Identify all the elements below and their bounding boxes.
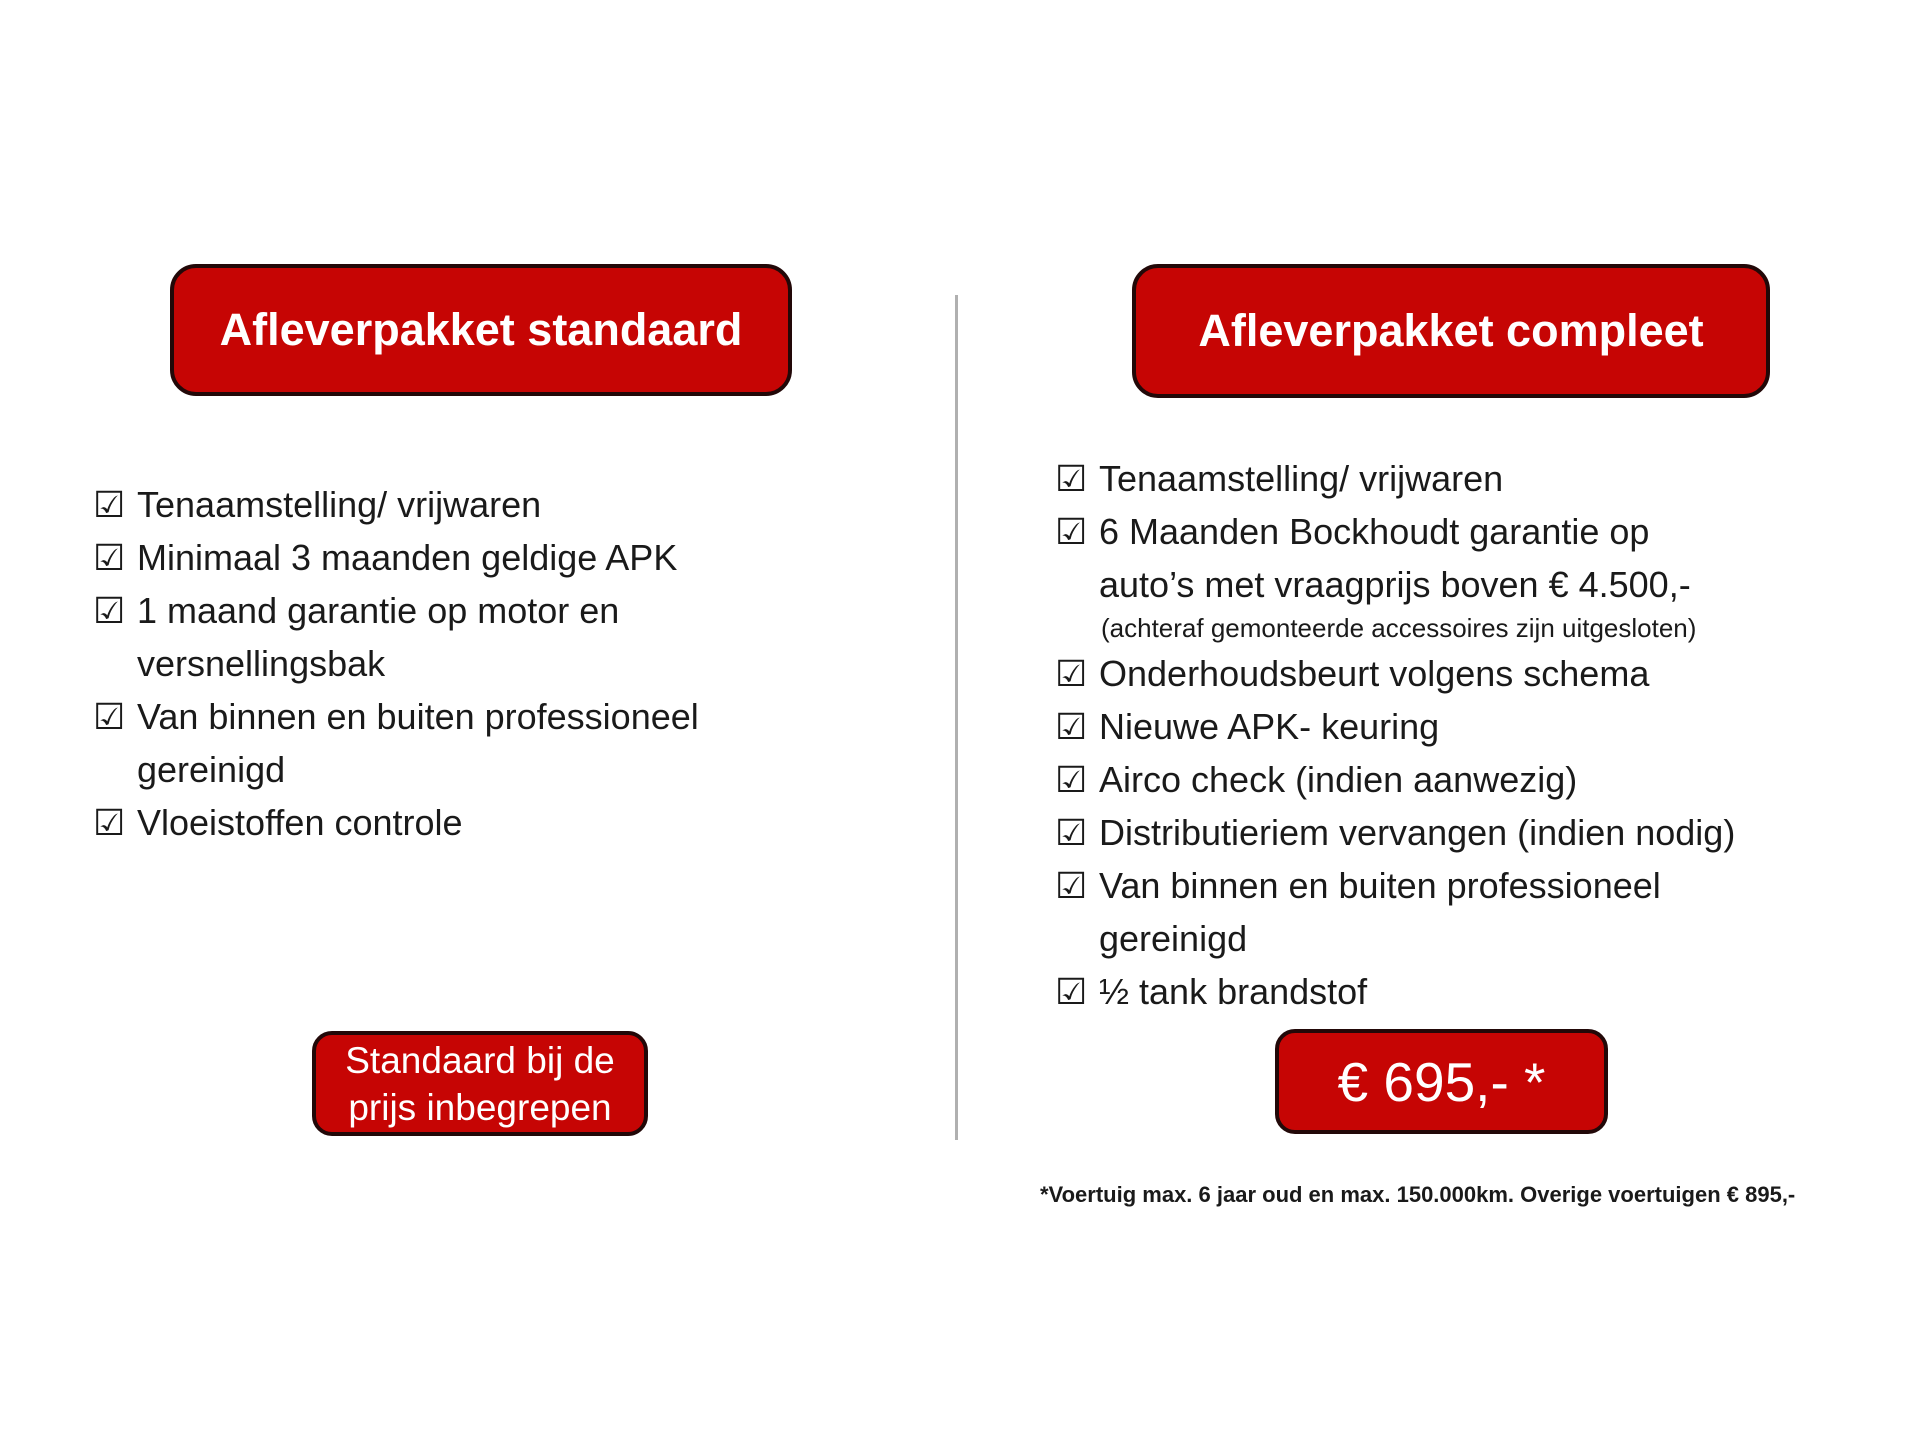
checklist-item-label: Van binnen en buiten professioneel: [1099, 865, 1661, 906]
checked-checkbox-icon: ☑: [93, 484, 126, 525]
checklist-item-label: Airco check (indien aanwezig): [1099, 759, 1578, 800]
checklist-item-note: (achteraf gemonteerde accessoires zijn uitgesloten): [1101, 613, 1697, 643]
checklist-item-label: Vloeistoffen controle: [137, 802, 463, 843]
checklist-item-line: [93, 796, 893, 849]
checklist-item-line: [1055, 505, 1885, 558]
included-badge-line-2: prijs inbegrepen: [348, 1086, 612, 1128]
checked-checkbox-icon: ☑: [1055, 812, 1088, 853]
checked-checkbox-icon: ☑: [1055, 865, 1088, 906]
checklist-item-line: [1055, 859, 1885, 912]
checklist-item-line: [93, 743, 893, 796]
complete-package-header: Afleverpakket compleet: [1132, 264, 1770, 398]
checked-checkbox-icon: ☑: [1055, 706, 1088, 747]
checklist-item-label: 6 Maanden Bockhoudt garantie op: [1099, 511, 1650, 552]
checklist-item-label: Minimaal 3 maanden geldige APK: [137, 537, 678, 578]
checklist-item-label: auto’s met vraagprijs boven € 4.500,-: [1099, 564, 1691, 605]
checked-checkbox-icon: ☑: [1055, 759, 1088, 800]
checklist-item-label: Tenaamstelling/ vrijwaren: [137, 484, 542, 525]
checked-checkbox-icon: ☑: [93, 537, 126, 578]
checklist-item-label: Onderhoudsbeurt volgens schema: [1099, 653, 1650, 694]
checklist-item-line: [93, 584, 893, 637]
included-in-price-badge: [312, 1031, 648, 1136]
standard-package-header: Afleverpakket standaard: [170, 264, 792, 396]
column-divider: [955, 295, 958, 1140]
checklist-item-label: ½ tank brandstof: [1099, 971, 1368, 1012]
checklist-item-line: [1055, 700, 1885, 753]
checklist-item-label: Van binnen en buiten professioneel: [137, 696, 699, 737]
checked-checkbox-icon: ☑: [1055, 511, 1088, 552]
checked-checkbox-icon: ☑: [1055, 971, 1088, 1012]
checked-checkbox-icon: ☑: [1055, 458, 1088, 499]
checklist-item-line: [1055, 753, 1885, 806]
checked-checkbox-icon: ☑: [93, 590, 126, 631]
checklist-item-label: 1 maand garantie op motor en: [137, 590, 620, 631]
standard-package-list: [93, 478, 893, 849]
checked-checkbox-icon: ☑: [1055, 653, 1088, 694]
checklist-item-label: gereinigd: [137, 749, 286, 790]
checklist-item-line: [1055, 452, 1885, 505]
checked-checkbox-icon: ☑: [93, 696, 126, 737]
checked-checkbox-icon: ☑: [93, 802, 126, 843]
checklist-item-line: [93, 478, 893, 531]
checklist-item-label: versnellingsbak: [137, 643, 386, 684]
price-badge: € 695,- *: [1275, 1029, 1608, 1134]
checklist-item-line: [1055, 912, 1885, 965]
checklist-item-line: [93, 690, 893, 743]
checklist-item-line: [1055, 806, 1885, 859]
complete-package-list: [1055, 452, 1885, 1018]
checklist-item-label: Nieuwe APK- keuring: [1099, 706, 1440, 747]
included-badge-line-1: Standaard bij de: [345, 1039, 615, 1081]
checklist-item-line: [1055, 558, 1885, 611]
checklist-item-label: Distributieriem vervangen (indien nodig): [1099, 812, 1736, 853]
checklist-item-line: [93, 531, 893, 584]
checklist-item-label: Tenaamstelling/ vrijwaren: [1099, 458, 1504, 499]
checklist-item-line: [93, 637, 893, 690]
checklist-item-line: [1055, 965, 1885, 1018]
price-footnote: *Voertuig max. 6 jaar oud en max. 150.000km. Overige voertuigen € 895,-: [1040, 1182, 1796, 1207]
checklist-item-line: [1055, 647, 1885, 700]
checklist-item-label: gereinigd: [1099, 918, 1248, 959]
